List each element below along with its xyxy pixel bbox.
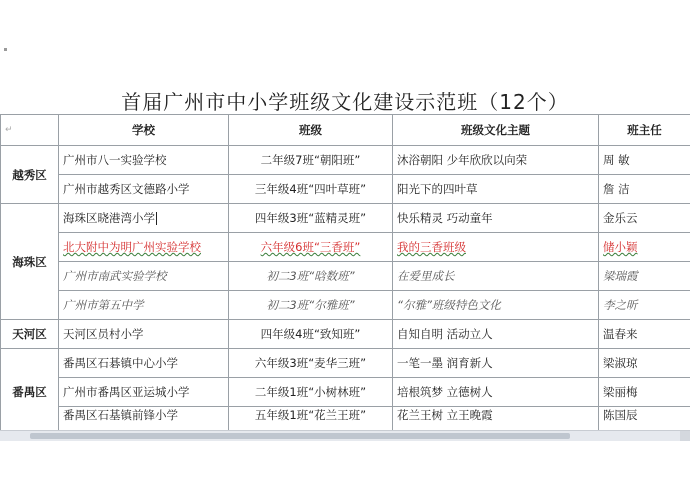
teacher-cell[interactable]: 陈国辰 (599, 407, 690, 436)
scrollbar-thumb[interactable] (30, 433, 570, 439)
scrollbar-arrow-right[interactable] (680, 431, 690, 441)
school-cell[interactable]: 广州市八一实验学校 (59, 146, 229, 175)
theme-cell[interactable]: 花兰王树 立王晚霞 (393, 407, 599, 436)
theme-cell[interactable]: 快乐精灵 巧动童年 (393, 204, 599, 233)
teacher-cell[interactable]: 温春来 (599, 320, 690, 349)
teacher-cell[interactable]: 金乐云 (599, 204, 690, 233)
theme-cell[interactable]: “尔雅”班级特色文化 (393, 291, 599, 320)
theme-cell[interactable]: 培根筑梦 立德树人 (393, 378, 599, 407)
school-cell[interactable]: 广州市南武实验学校 (59, 262, 229, 291)
col-header-teacher[interactable]: 班主任 (599, 115, 690, 146)
district-cell[interactable]: 番禺区 (1, 349, 59, 436)
table-row (1, 320, 690, 349)
class-cell[interactable]: 六年级6班“三香班” (229, 233, 393, 262)
teacher-cell[interactable]: 梁瑞霞 (599, 262, 690, 291)
class-cell[interactable]: 初二3班“尔雅班” (229, 291, 393, 320)
table-row (1, 146, 690, 175)
class-cell[interactable]: 二年级1班“小树林班” (229, 378, 393, 407)
col-header-class[interactable]: 班级 (229, 115, 393, 146)
school-cell[interactable]: 番禺区石基镇前锋小学 (59, 407, 229, 436)
school-cell[interactable]: 广州市番禺区亚运城小学 (59, 378, 229, 407)
col-header-theme[interactable]: 班级文化主题 (393, 115, 599, 146)
col-header-school[interactable]: 学校 (59, 115, 229, 146)
class-cell[interactable]: 四年级3班“蓝精灵班” (229, 204, 393, 233)
school-cell[interactable] (59, 204, 229, 233)
table-row (1, 349, 690, 378)
school-cell[interactable]: 番禺区石碁镇中心小学 (59, 349, 229, 378)
teacher-cell[interactable]: 储小颖 (599, 233, 690, 262)
table-row (1, 262, 690, 291)
class-cell[interactable]: 四年级4班“致知班” (229, 320, 393, 349)
district-cell[interactable]: 海珠区 (1, 204, 59, 320)
teacher-cell[interactable]: 周 敏 (599, 146, 690, 175)
school-text: 海珠区晓港湾小学 (63, 211, 155, 225)
table-header-row (1, 115, 690, 146)
table-row (1, 175, 690, 204)
school-cell[interactable]: 北大附中为明广州实验学校 (59, 233, 229, 262)
class-cell[interactable]: 五年级1班“花兰王班” (229, 407, 393, 436)
school-cell[interactable]: 天河区员村小学 (59, 320, 229, 349)
class-cell[interactable]: 初二3班“晗数班” (229, 262, 393, 291)
teacher-cell[interactable]: 梁丽梅 (599, 378, 690, 407)
page-title: 首届广州市中小学班级文化建设示范班（12个） (121, 90, 569, 114)
header-mark: ↵ (1, 115, 59, 146)
district-cell[interactable]: 天河区 (1, 320, 59, 349)
class-cell[interactable]: 六年级3班“麦华三班” (229, 349, 393, 378)
text-cursor (156, 212, 157, 225)
theme-cell[interactable]: 沐浴朝阳 少年欣欣以向荣 (393, 146, 599, 175)
teacher-cell[interactable]: 梁淑琼 (599, 349, 690, 378)
award-table (0, 114, 690, 436)
district-cell[interactable]: 越秀区 (1, 146, 59, 204)
table-row-highlighted (1, 233, 690, 262)
table-row (1, 378, 690, 407)
table-row (1, 204, 690, 233)
class-cell[interactable]: 二年级7班“朝阳班” (229, 146, 393, 175)
theme-cell[interactable]: 一笔一墨 润育新人 (393, 349, 599, 378)
theme-cell[interactable]: 我的三香班级 (393, 233, 599, 262)
class-cell[interactable]: 三年级4班“四叶草班” (229, 175, 393, 204)
table-row (1, 291, 690, 320)
school-cell[interactable]: 广州市越秀区文德路小学 (59, 175, 229, 204)
stray-mark (4, 48, 7, 51)
teacher-cell[interactable]: 詹 洁 (599, 175, 690, 204)
teacher-cell[interactable]: 李之昕 (599, 291, 690, 320)
theme-cell[interactable]: 在爱里成长 (393, 262, 599, 291)
theme-cell[interactable]: 自知自明 活动立人 (393, 320, 599, 349)
theme-cell[interactable]: 阳光下的四叶草 (393, 175, 599, 204)
school-cell[interactable]: 广州市第五中学 (59, 291, 229, 320)
horizontal-scrollbar[interactable] (0, 430, 690, 441)
